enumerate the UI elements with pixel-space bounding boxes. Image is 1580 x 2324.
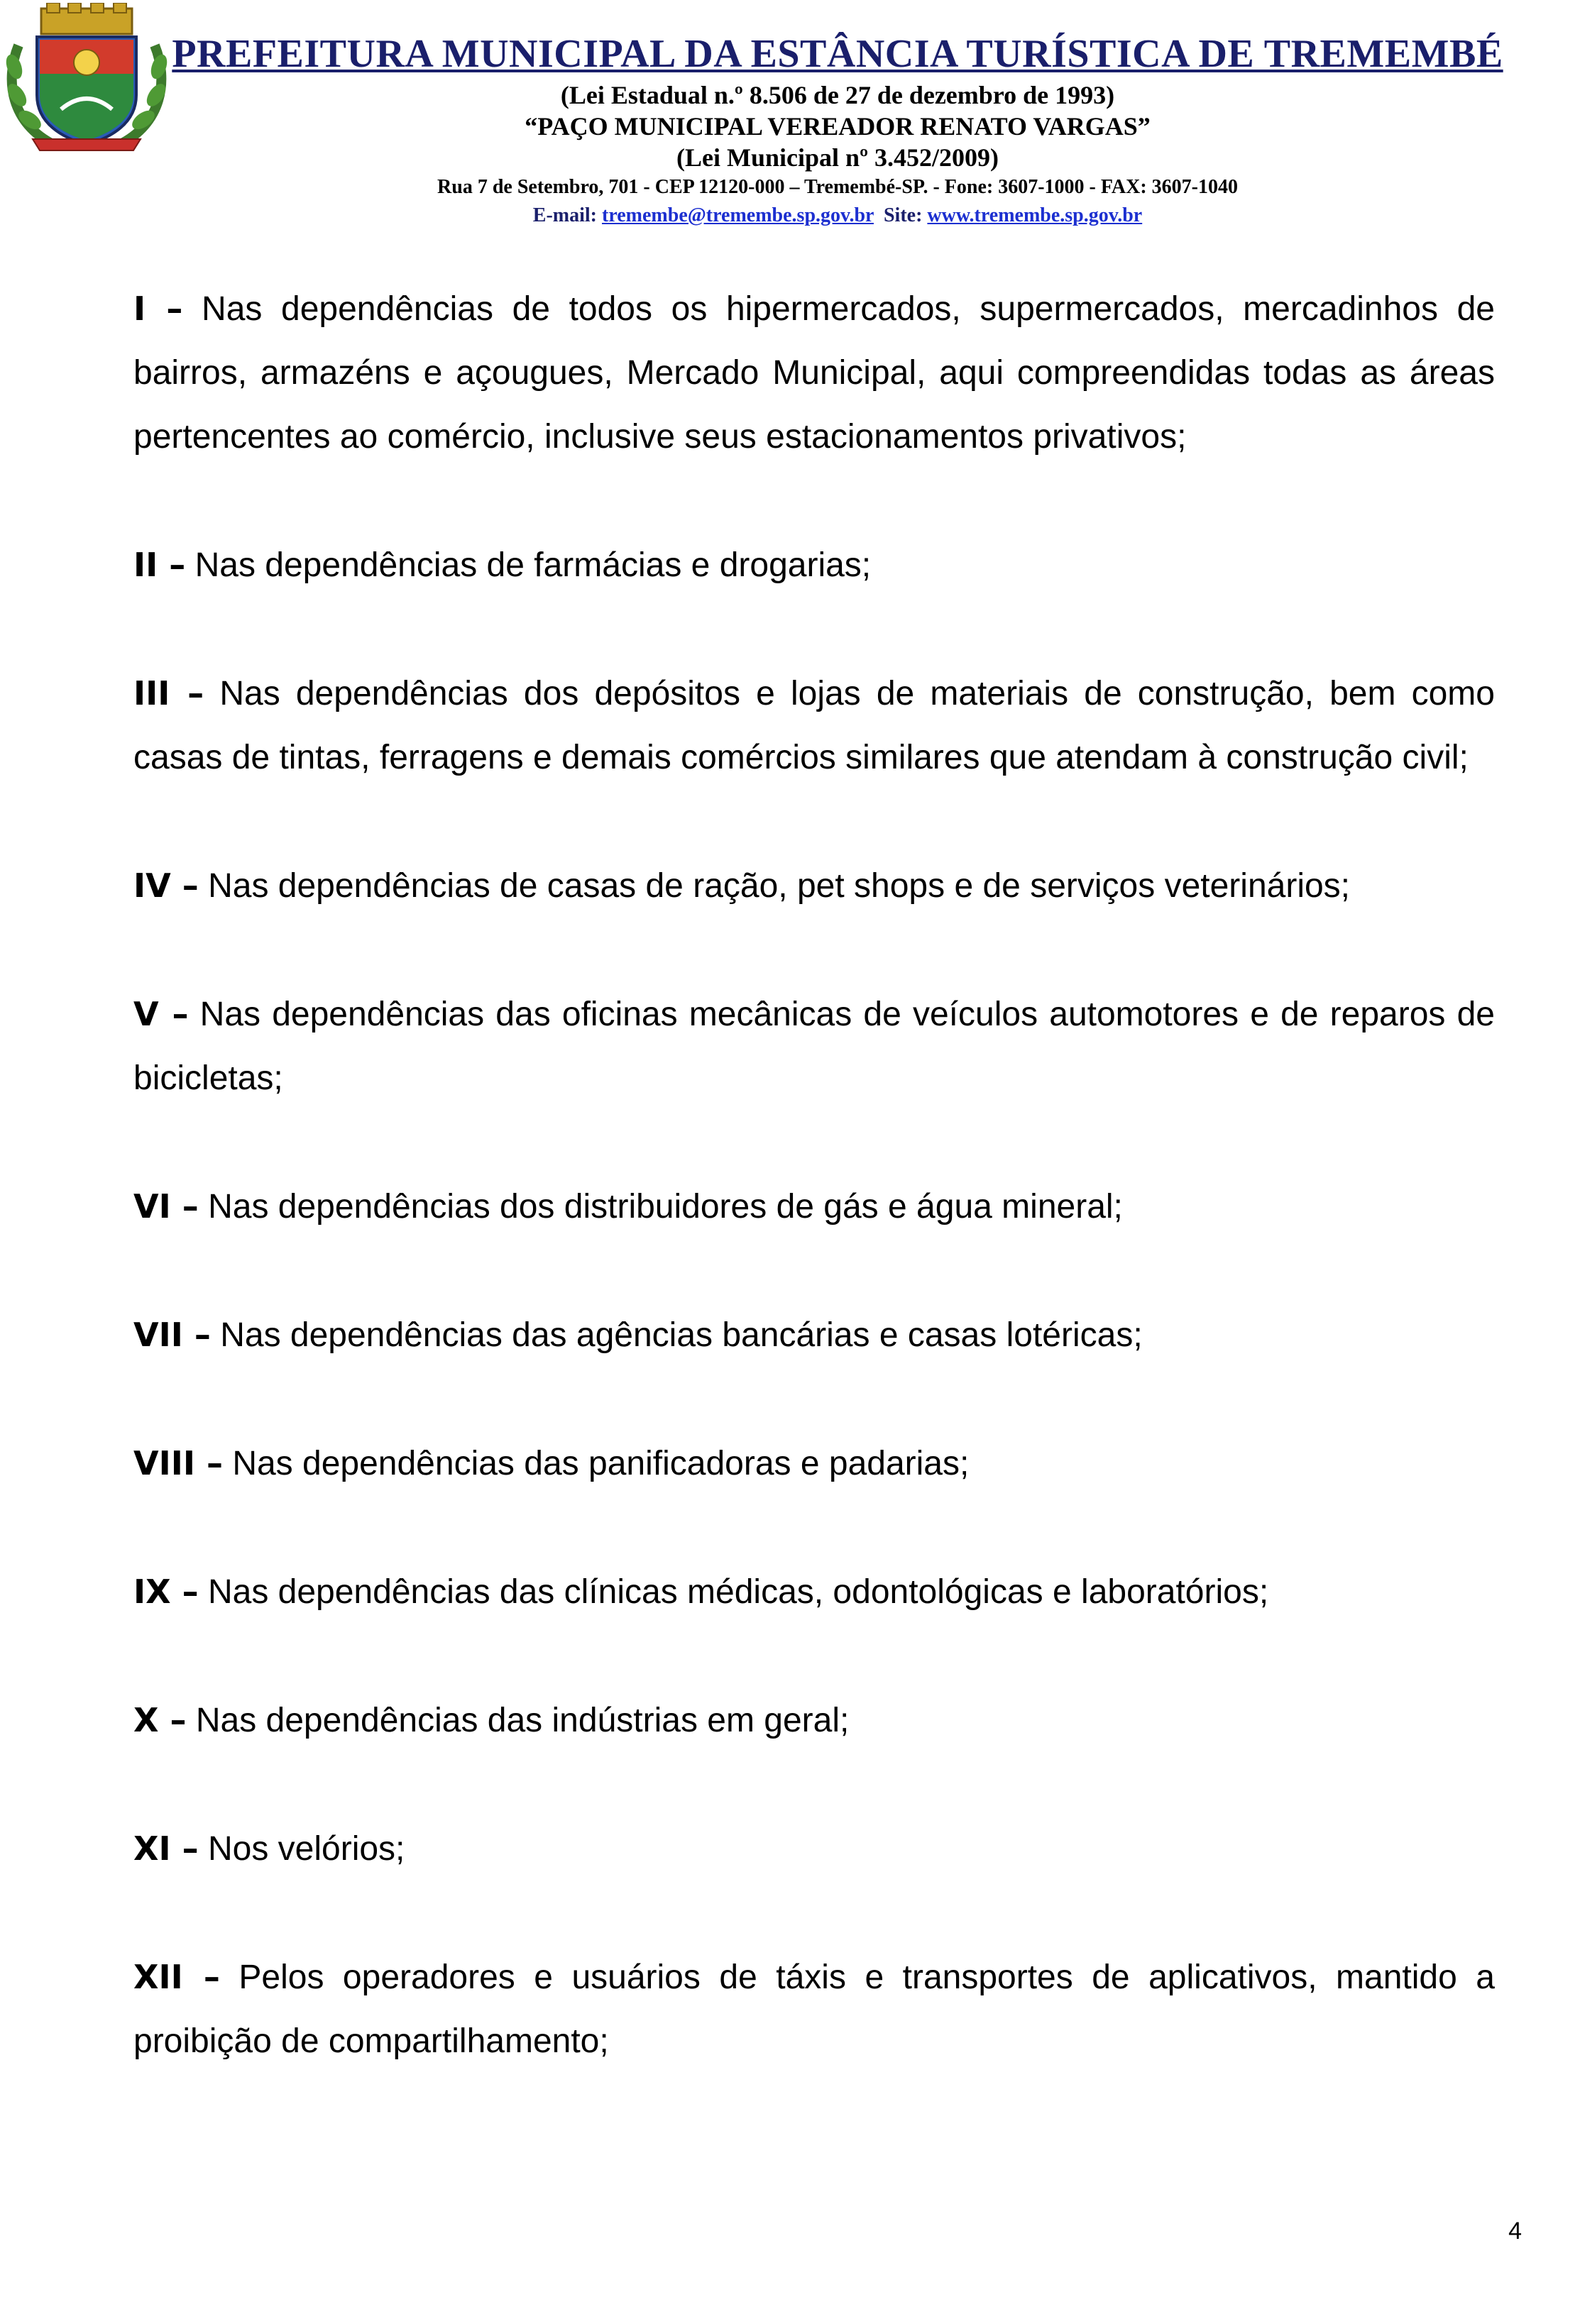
letterhead-text [170, 28, 1505, 230]
item-text: Nas dependências das indústrias em geral; [195, 1702, 850, 1739]
item-number: XI – [133, 1829, 199, 1868]
list-item [133, 1560, 1495, 1624]
item-text: Nos velórios; [207, 1830, 405, 1868]
item-number: II – [133, 546, 186, 584]
item-number: I – [133, 290, 183, 328]
list-item [133, 854, 1495, 918]
list-item [133, 1431, 1495, 1496]
address-line: Rua 7 de Setembro, 701 - CEP 12120-000 – Tremembé-SP. - Fone: 3607-1000 - FAX: 3607-1040 [437, 176, 1238, 198]
list-item [133, 277, 1495, 469]
item-number: IX – [133, 1573, 199, 1611]
page-number: 4 [1508, 2218, 1522, 2245]
item-number: III – [133, 674, 204, 712]
item-text: Nas dependências das oficinas mecânicas de veículos automotores e de reparos de bicicletas; [133, 996, 1495, 1097]
institution-title: PREFEITURA MUNICIPAL DA ESTÂNCIA TURÍSTICA DE TREMEMBÉ [172, 32, 1503, 76]
item-text: Nas dependências de farmácias e drogarias; [194, 546, 872, 584]
item-text: Nas dependências de todos os hipermercados, supermercados, mercadinhos de bairros, armazéns e açougues, Mercado Municipal, aqui compreendidas todas as áreas pertencentes ao comércio, inclusive seus estacionamentos privativos; [133, 290, 1495, 456]
item-text: Nas dependências das panificadoras e padarias; [232, 1445, 970, 1482]
coat-of-arms-icon [4, 3, 169, 153]
contact-line [170, 202, 1505, 230]
item-text: Nas dependências dos distribuidores de gás e água mineral; [208, 1188, 1123, 1226]
list-item [133, 1688, 1495, 1753]
state-law-line: (Lei Estadual n.º 8.506 de 27 de dezembro de 1993) [560, 81, 1115, 109]
item-number: V – [133, 995, 189, 1033]
site-label: Site: [883, 204, 923, 226]
item-text: Nas dependências dos depósitos e lojas de materiais de construção, bem como casas de tintas, ferragens e demais comércios similares que atendam à construção civil; [133, 675, 1495, 776]
item-text: Nas dependências de casas de ração, pet shops e de serviços veterinários; [208, 867, 1351, 905]
letterhead [0, 0, 1580, 234]
item-text: Pelos operadores e usuários de táxis e transportes de aplicativos, mantido a proibição de compartilhamento; [133, 1959, 1496, 2060]
list-item [133, 533, 1495, 597]
email-link[interactable]: tremembe@tremembe.sp.gov.br [602, 204, 874, 226]
item-text: Nas dependências das clínicas médicas, odontológicas e laboratórios; [207, 1573, 1269, 1611]
municipal-law-line: (Lei Municipal nº 3.452/2009) [676, 143, 999, 172]
site-link[interactable]: www.tremembe.sp.gov.br [927, 204, 1143, 226]
list-item [133, 1945, 1495, 2074]
list-item [133, 661, 1495, 790]
list-item [133, 1817, 1495, 1881]
item-number: VI – [133, 1187, 199, 1226]
item-number: IV – [133, 866, 199, 905]
list-item [133, 982, 1495, 1111]
item-number: X – [133, 1701, 187, 1739]
list-item [133, 1303, 1495, 1367]
document-body [133, 277, 1495, 2137]
item-number: VII – [133, 1316, 211, 1354]
item-number: XII – [133, 1958, 220, 1996]
item-number: VIII – [133, 1444, 223, 1482]
email-label: E-mail: [532, 204, 597, 226]
item-text: Nas dependências das agências bancárias e casas lotéricas; [220, 1316, 1143, 1354]
list-item [133, 1174, 1495, 1239]
palace-name: “PAÇO MUNICIPAL VEREADOR RENATO VARGAS” [525, 112, 1151, 141]
